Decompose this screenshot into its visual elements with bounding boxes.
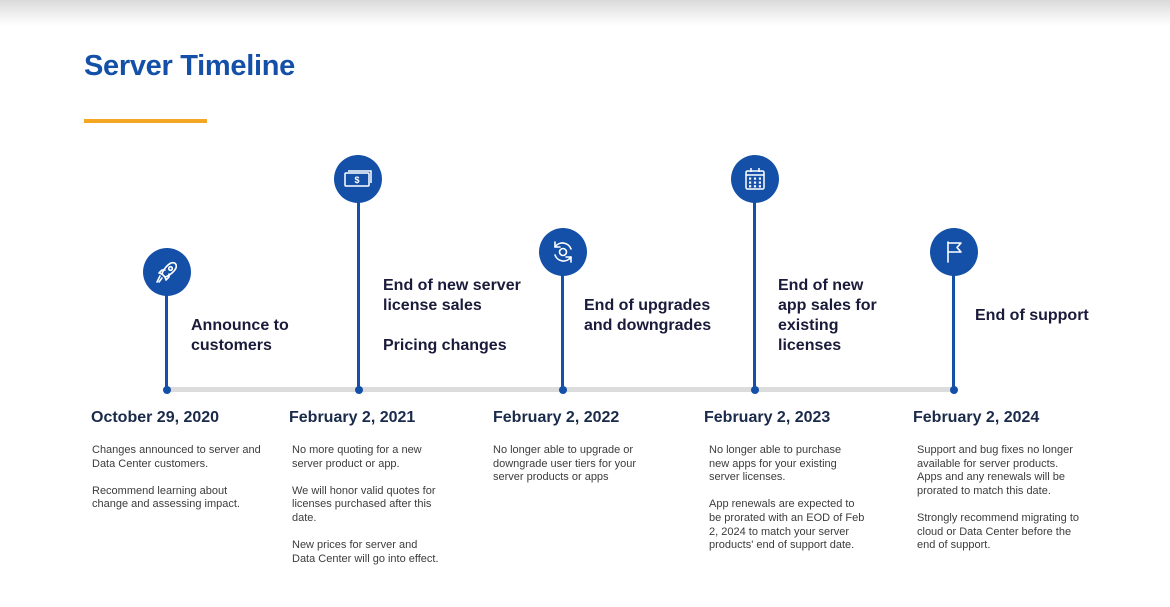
milestone-dot xyxy=(950,386,958,394)
description-gap xyxy=(292,471,439,485)
description-gap xyxy=(292,526,439,540)
heading-line: existing xyxy=(778,317,839,334)
heading-line: app sales for xyxy=(778,297,877,314)
milestone-stem xyxy=(753,200,756,388)
milestone-heading xyxy=(191,316,289,356)
milestone-dot xyxy=(355,386,363,394)
milestone-dot xyxy=(751,386,759,394)
description-line: change and assessing impact. xyxy=(92,498,240,511)
description-line: Changes announced to server and xyxy=(92,444,261,456)
milestone-dot xyxy=(163,386,171,394)
description-line: No longer able to purchase xyxy=(709,444,842,456)
description-line: server product or app. xyxy=(292,457,400,470)
heading-line: Announce to xyxy=(191,317,289,334)
milestone-date: February 2, 2021 xyxy=(289,409,416,426)
description-line: date. xyxy=(292,511,317,524)
milestone-heading xyxy=(975,306,1089,326)
heading-line: licenses xyxy=(778,337,842,354)
heading-line: customers xyxy=(191,337,272,354)
description-gap xyxy=(709,485,864,499)
description-line: 2, 2024 to match your server xyxy=(709,525,850,538)
milestone-dot xyxy=(559,386,567,394)
milestone-date: February 2, 2023 xyxy=(704,409,831,426)
milestone-description xyxy=(92,444,261,512)
milestone-heading xyxy=(584,296,711,336)
description-line: Support and bug fixes no longer xyxy=(917,444,1073,456)
milestone-stem xyxy=(561,272,564,388)
heading-gap xyxy=(383,316,521,336)
milestone-description xyxy=(493,444,636,485)
description-line: prorated to match this date. xyxy=(917,484,1051,497)
heading-line: Pricing changes xyxy=(383,337,507,354)
heading-line: End of new xyxy=(778,277,864,294)
flag-icon xyxy=(930,228,978,276)
page-title: Server Timeline xyxy=(84,50,295,82)
description-line: server licenses. xyxy=(709,471,786,484)
description-line: server products or apps xyxy=(493,471,609,484)
calendar-icon xyxy=(731,155,779,203)
heading-line: End of upgrades xyxy=(584,297,711,314)
milestone-stem xyxy=(952,272,955,388)
svg-text:$: $ xyxy=(354,175,360,185)
milestone-date: February 2, 2024 xyxy=(913,409,1040,426)
description-line: end of support. xyxy=(917,539,991,552)
heading-line: and downgrades xyxy=(584,317,712,334)
milestone-description xyxy=(709,444,864,553)
description-line: App renewals are expected to xyxy=(709,498,855,511)
heading-line: End of new server xyxy=(383,277,521,294)
description-line: Apps and any renewals will be xyxy=(917,471,1065,484)
milestone-heading xyxy=(778,276,877,356)
title-underline xyxy=(84,119,207,123)
description-line: new apps for your existing xyxy=(709,457,837,470)
rocket-icon xyxy=(143,248,191,296)
description-line: products' end of support date. xyxy=(709,539,855,552)
description-line: New prices for server and xyxy=(292,539,418,552)
milestone-heading xyxy=(383,276,521,356)
description-line: Data Center will go into effect. xyxy=(292,552,439,565)
milestone-stem xyxy=(357,200,360,388)
heading-line: End of support xyxy=(975,307,1089,324)
description-line: Recommend learning about xyxy=(92,484,228,497)
milestone-date: February 2, 2022 xyxy=(493,409,620,426)
milestone-description xyxy=(917,444,1079,553)
milestone-description xyxy=(292,444,439,566)
description-line: No more quoting for a new xyxy=(292,444,422,456)
milestone-stem xyxy=(165,292,168,388)
description-line: No longer able to upgrade or xyxy=(493,444,634,456)
description-line: available for server products. xyxy=(917,457,1059,470)
description-line: cloud or Data Center before the xyxy=(917,525,1072,538)
description-line: Data Center customers. xyxy=(92,457,209,470)
description-line: We will honor valid quotes for xyxy=(292,484,436,497)
description-line: Strongly recommend migrating to xyxy=(917,511,1080,524)
description-line: licenses purchased after this xyxy=(292,498,432,511)
description-line: be prorated with an EOD of Feb xyxy=(709,511,865,524)
dollar-bill-icon xyxy=(334,155,382,203)
description-gap xyxy=(92,471,261,485)
description-line: downgrade user tiers for your xyxy=(493,457,637,470)
description-gap xyxy=(917,498,1079,512)
top-shadow xyxy=(0,0,1170,26)
refresh-icon xyxy=(539,228,587,276)
heading-line: license sales xyxy=(383,297,482,314)
milestone-date: October 29, 2020 xyxy=(91,409,220,426)
